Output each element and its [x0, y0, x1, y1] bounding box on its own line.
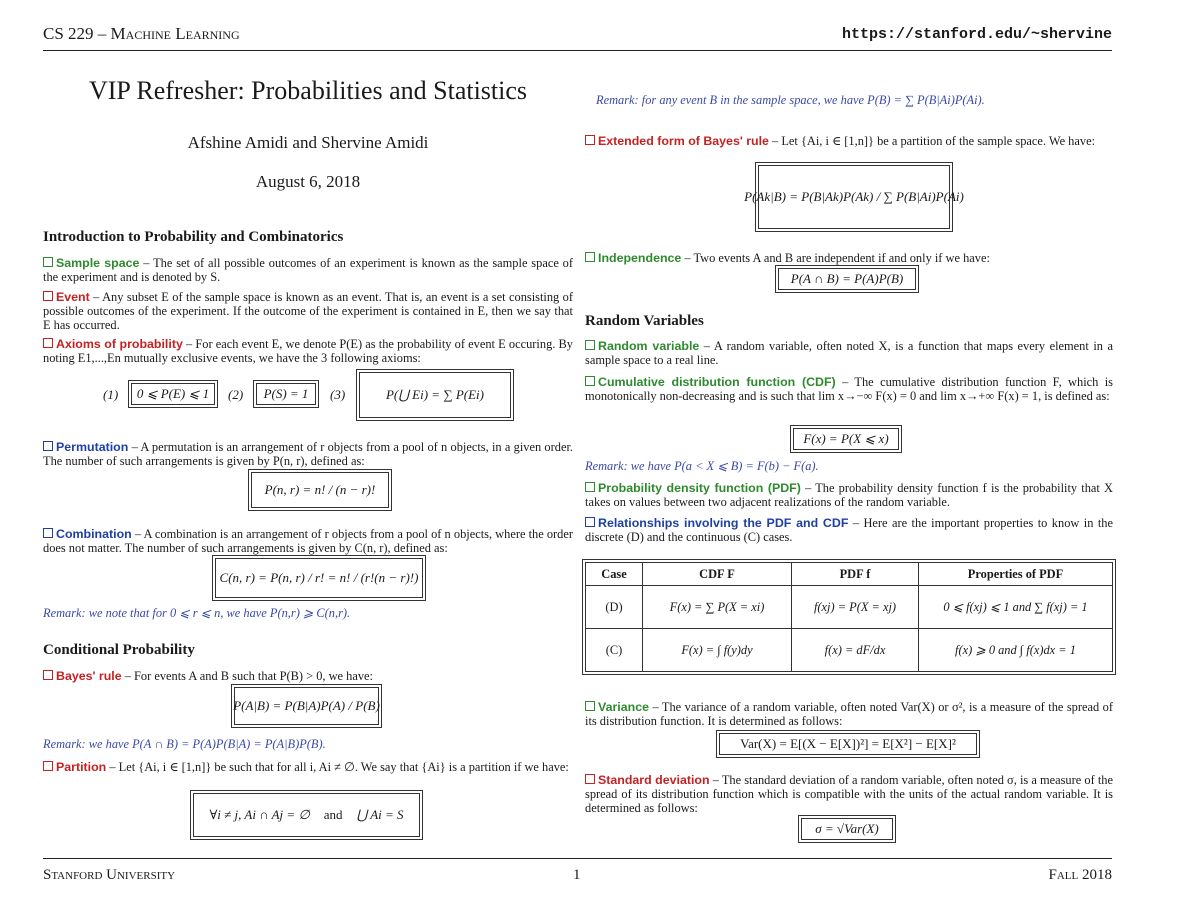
cdf-formula: F(x) = P(X ⩽ x): [793, 428, 899, 450]
table-cell: F(x) = ∫ f(y)dy: [643, 629, 792, 672]
kw-sample-space: Sample space: [43, 256, 139, 270]
remark-total-probability: Remark: for any event B in the sample space, we have P(B) = ∑ P(B|Ai)P(Ai).: [596, 93, 985, 107]
para-ext-bayes: Extended form of Bayes' rule – Let {Ai, i ∈ [1,n]} be a partition of the sample space. We have:: [585, 134, 1113, 148]
axiom-3-formula: P(⋃ Ei) = ∑ P(Ei): [359, 372, 511, 418]
kw-relationships: Relationships involving the PDF and CDF: [585, 516, 848, 530]
para-axioms: Axioms of probability – For each event E, we denote P(E) as the probability of event E occuring. By noting E1,...,En mutually exclusive events, we have the 3 following axioms:: [43, 337, 574, 365]
kw-pdf: Probability density function (PDF): [585, 481, 801, 495]
checkbox-icon: [43, 670, 53, 680]
table-cell: f(xj) = P(X = xj): [792, 586, 919, 629]
para-std: Standard deviation – The standard deviation of a random variable, often noted σ, is a measure of the spread of its distribution function which is compatible with the units of the actual random variable. It is determined as follows:: [585, 773, 1113, 815]
para-partition: Partition – Let {Ai, i ∈ [1,n]} be such that for all i, Ai ≠ ∅. We say that {Ai} is a partition if we have:: [43, 760, 573, 774]
kw-variance: Variance: [585, 700, 649, 714]
kw-partition: Partition: [43, 760, 106, 774]
remark-bayes: Remark: we have P(A ∩ B) = P(A)P(B|A) = P(A|B)P(B).: [43, 737, 326, 751]
table-row: [586, 629, 1113, 672]
kw-permutation: Permutation: [43, 440, 128, 454]
para-sample-space: Sample space – The set of all possible outcomes of an experiment is known as the sample space of the experiment and is denoted by S.: [43, 256, 573, 284]
remark-combination: Remark: we note that for 0 ⩽ r ⩽ n, we have P(n,r) ⩾ C(n,r).: [43, 606, 351, 620]
section-conditional: Conditional Probability: [43, 642, 195, 658]
kw-independence: Independence: [585, 251, 681, 265]
checkbox-icon: [585, 517, 595, 527]
para-variance: Variance – The variance of a random variable, often noted Var(X) or σ², is a measure of the spread of its distribution function. It is determined as follows:: [585, 700, 1113, 728]
axiom-1-formula: 0 ⩽ P(E) ⩽ 1: [131, 383, 215, 405]
pdf-cdf-table: [585, 562, 1113, 672]
table-header-cell: Properties of PDF: [919, 563, 1113, 586]
para-relationships: Relationships involving the PDF and CDF – Here are the important properties to know in the discrete (D) and the continuous (C) cases.: [585, 516, 1113, 544]
kw-std: Standard deviation: [585, 773, 710, 787]
table-header-cell: Case: [586, 563, 643, 586]
kw-bayes: Bayes' rule: [43, 669, 122, 683]
checkbox-icon: [585, 774, 595, 784]
authors: Afshine Amidi and Shervine Amidi: [187, 133, 429, 152]
axiom-2-label: (2): [228, 387, 244, 402]
page-footer: [43, 858, 1112, 889]
variance-formula: Var(X) = E[(X − E[X])²] = E[X²] − E[X]²: [719, 733, 977, 755]
checkbox-icon: [43, 528, 53, 538]
checkbox-icon: [43, 291, 53, 301]
para-combination: Combination – A combination is an arrangement of r objects from a pool of n objects, where the order does not matter. The number of such arrangements is given by C(n, r), defined as:: [43, 527, 573, 555]
para-event: Event – Any subset E of the sample space is known as an event. That is, an event is a set consisting of possible outcomes of the experiment. If the outcome of the experiment is contained in E, then we say that E has occurred.: [43, 290, 573, 332]
independence-formula: P(A ∩ B) = P(A)P(B): [778, 268, 916, 290]
checkbox-icon: [585, 376, 595, 386]
partition-left: ∀i ≠ j, Ai ∩ Aj = ∅: [209, 807, 310, 822]
para-random-variable: Random variable – A random variable, often noted X, is a function that maps every element in a sample space to a real line.: [585, 339, 1113, 367]
combination-formula: C(n, r) = P(n, r) / r! = n! / (r!(n − r)!): [215, 558, 423, 598]
table-header-cell: CDF F: [643, 563, 792, 586]
remark-cdf: Remark: we have P(a < X ⩽ B) = F(b) − F(a).: [585, 459, 819, 473]
table-cell: (D): [586, 586, 643, 629]
date: August 6, 2018: [255, 172, 361, 191]
ext-bayes-formula: P(Ak|B) = P(B|Ak)P(Ak) / ∑ P(B|Ai)P(Ai): [758, 165, 950, 229]
url-link[interactable]: https://stanford.edu/~shervine: [841, 26, 1112, 43]
section-random-variables: Random Variables: [585, 313, 704, 329]
axiom-2-formula: P(S) = 1: [256, 383, 316, 405]
footer-term: Fall 2018: [1048, 867, 1112, 883]
kw-combination: Combination: [43, 527, 132, 541]
checkbox-icon: [43, 761, 53, 771]
checkbox-icon: [585, 252, 595, 262]
table-cell: f(x) ⩾ 0 and ∫ f(x)dx = 1: [919, 629, 1113, 672]
checkbox-icon: [585, 340, 595, 350]
partition-and: and: [323, 807, 343, 822]
partition-formula: [193, 793, 420, 837]
permutation-formula: P(n, r) = n! / (n − r)!: [251, 472, 389, 508]
para-permutation: Permutation – A permutation is an arrangement of r objects from a pool of n objects, in a given order. The number of such arrangements is given by P(n, r), defined as:: [43, 440, 573, 468]
para-cdf: Cumulative distribution function (CDF) – The cumulative distribution function F, which is monotonically non-decreasing and is such that lim x→−∞ F(x) = 0 and lim x→+∞ F(x) = 1, is defined as:: [585, 375, 1113, 403]
table-cell: f(x) = dF/dx: [792, 629, 919, 672]
checkbox-icon: [43, 441, 53, 451]
checkbox-icon: [585, 701, 595, 711]
table-row: [586, 586, 1113, 629]
page-header: [43, 24, 1112, 51]
section-intro: Introduction to Probability and Combinatorics: [43, 229, 344, 245]
checkbox-icon: [43, 338, 53, 348]
checkbox-icon: [585, 135, 595, 145]
course-title: CS 229 – Machine Learning: [43, 24, 240, 43]
std-formula: σ = √Var(X): [801, 818, 893, 840]
partition-right: ⋃ Ai = S: [356, 807, 404, 822]
table-header-row: [586, 563, 1113, 586]
axiom-3-label: (3): [330, 387, 346, 402]
document-title: VIP Refresher: Probabilities and Statistics: [88, 76, 528, 105]
bayes-formula: P(A|B) = P(B|A)P(A) / P(B): [234, 687, 379, 725]
table-cell: 0 ⩽ f(xj) ⩽ 1 and ∑ f(xj) = 1: [919, 586, 1113, 629]
para-independence: Independence – Two events A and B are independent if and only if we have:: [585, 251, 1113, 265]
kw-axioms: Axioms of probability: [43, 337, 183, 351]
page-number: 1: [573, 867, 581, 883]
table-cell: F(x) = ∑ P(X = xi): [643, 586, 792, 629]
para-pdf: Probability density function (PDF) – The probability density function f is the probability that X takes on values between two adjacent realizations of the random variable.: [585, 481, 1113, 509]
table-header-cell: PDF f: [792, 563, 919, 586]
kw-random-variable: Random variable: [585, 339, 699, 353]
checkbox-icon: [43, 257, 53, 267]
checkbox-icon: [585, 482, 595, 492]
para-bayes: Bayes' rule – For events A and B such that P(B) > 0, we have:: [43, 669, 573, 683]
axiom-1-label: (1): [103, 387, 119, 402]
kw-ext-bayes: Extended form of Bayes' rule: [585, 134, 769, 148]
table-cell: (C): [586, 629, 643, 672]
kw-event: Event: [43, 290, 90, 304]
footer-university: Stanford University: [43, 867, 176, 883]
kw-cdf: Cumulative distribution function (CDF): [585, 375, 836, 389]
